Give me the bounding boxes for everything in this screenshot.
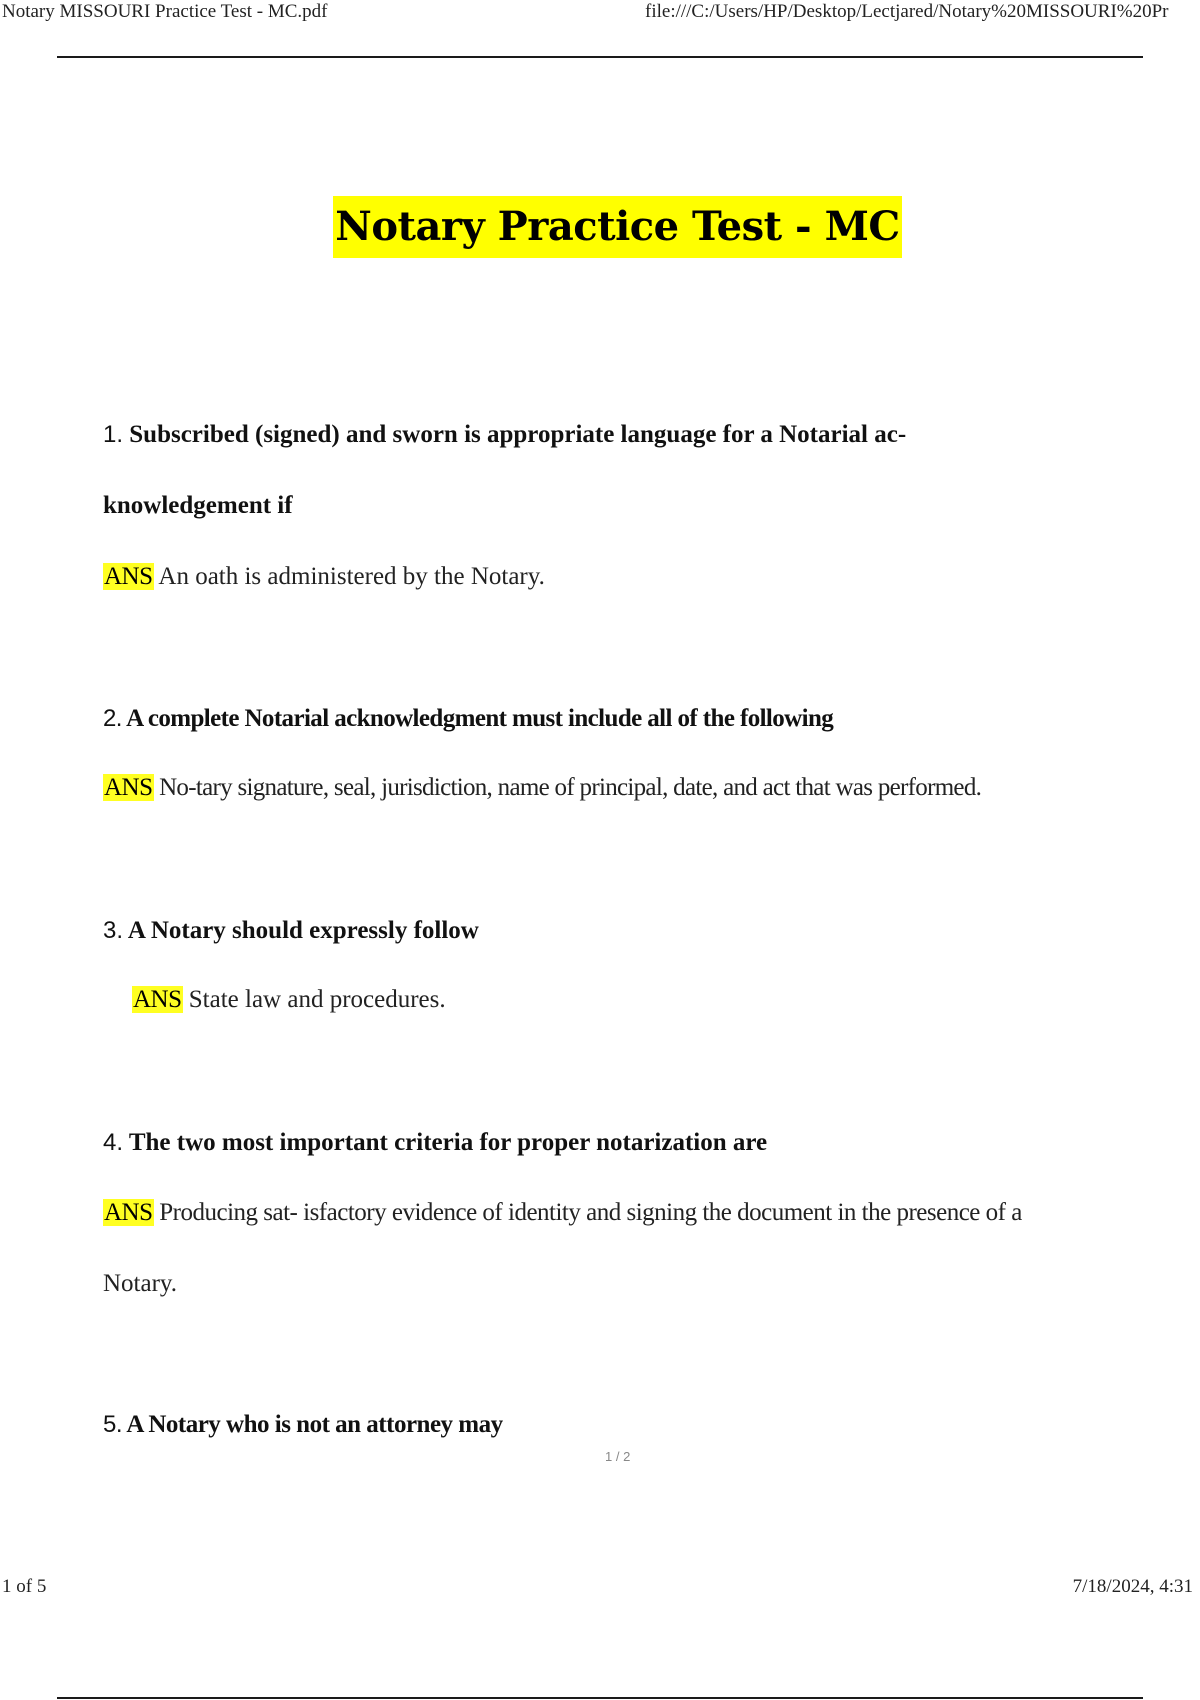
question-number: 2. [103, 705, 122, 732]
question-4 [103, 1128, 1022, 1299]
question-5 [103, 1410, 503, 1440]
question-number: 3. [103, 917, 124, 944]
question-number: 1. [103, 421, 124, 448]
answer-text-continued: Notary. [103, 1270, 178, 1297]
header-divider [57, 56, 1143, 58]
question-number: 5. [103, 1411, 123, 1438]
question-number: 4. [103, 1129, 124, 1156]
inner-page-indicator: 1 / 2 [605, 1449, 631, 1464]
answer-text: State law and procedures. [188, 986, 446, 1013]
print-header [0, 0, 1200, 30]
document-url: file:///C:/Users/HP/Desktop/Lectjared/Notary%20MISSOURI%20Pr [645, 1, 1169, 22]
question-3 [103, 916, 479, 1015]
answer [103, 562, 906, 592]
answer-text: Producing sat- isfactory evidence of identity and signing the document in the presence of a [159, 1199, 1022, 1226]
print-date: 7/18/2024, 4:31 [1072, 1576, 1193, 1597]
question-2 [103, 704, 981, 803]
answer [132, 985, 479, 1015]
question-text: 3. A Notary should expressly follow [103, 917, 479, 944]
footer-divider [57, 1697, 1143, 1699]
question-text: 2. A complete Notarial acknowledgment must include all of the following [103, 705, 834, 732]
question-text-continued: knowledgement if [103, 492, 293, 519]
question-text: 4. The two most important criteria for proper notarization are [103, 1129, 768, 1156]
document-title: Notary MISSOURI Practice Test - MC.pdf [2, 1, 328, 22]
answer-text: An oath is administered by the Notary. [158, 563, 545, 590]
page-title-container [0, 196, 1200, 258]
ans-label: ANS [104, 563, 153, 590]
page-count: 1 of 5 [2, 1576, 47, 1597]
question-1 [103, 420, 906, 592]
ans-label: ANS [104, 774, 153, 801]
question-text: 1. Subscribed (signed) and sworn is appropriate language for a Notarial ac- [103, 421, 907, 448]
answer [103, 1198, 1022, 1228]
question-text: 5. A Notary who is not an attorney may [103, 1411, 503, 1438]
ans-label: ANS [133, 986, 182, 1013]
ans-label: ANS [104, 1199, 153, 1226]
answer-text: No-tary signature, seal, jurisdiction, name of principal, date, and act that was performed. [159, 774, 982, 801]
answer [103, 773, 981, 803]
page-title: Notary Practice Test - MC [333, 196, 901, 258]
